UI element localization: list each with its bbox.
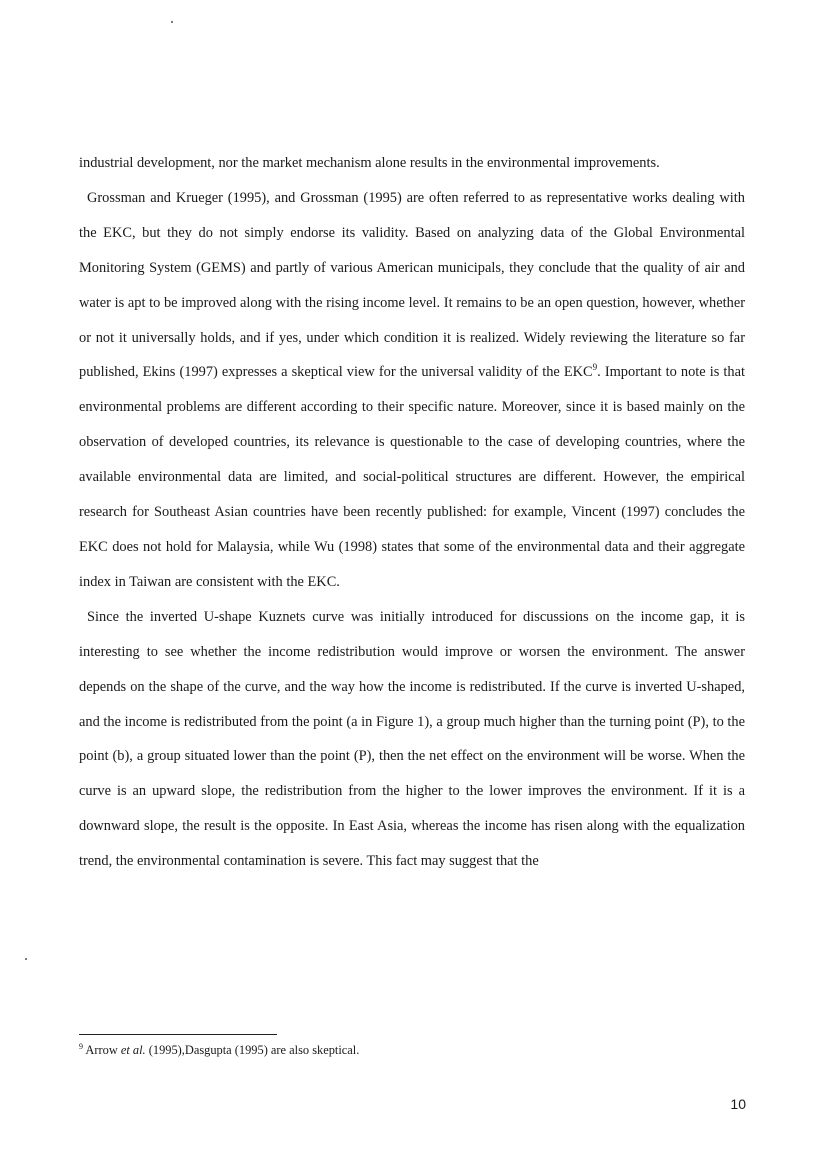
body-text bbox=[79, 146, 745, 879]
paragraph-text: . Important to note is that environmental problems are different according to their specific nature. Moreover, since it is based mainly on the observation of developed countries, its relevance is questionable to the case of developing countries, where the available environmental data are limited, and social-political structures are different. However, the empirical research for Southeast Asian countries have been recently published: for example, Vincent (1997) concludes the EKC does not hold for Malaysia, while Wu (1998) states that some of the environmental data and their aggregate index in Taiwan are consistent with the EKC. bbox=[79, 364, 745, 590]
footnote-italic: et al. bbox=[120, 1043, 146, 1057]
footnote-marker: 9 bbox=[79, 1041, 83, 1051]
paragraph-continuation bbox=[79, 146, 745, 181]
scan-speck bbox=[25, 958, 27, 960]
paragraph-text: Grossman and Krueger (1995), and Grossman (1995) are often referred to as representative works dealing with the EKC, but they do not simply endorse its validity. Based on analyzing data of the Global Environmental Monitoring System (GEMS) and partly of various American municipals, they conclude that the quality of air and water is apt to be improved along with the rising income level. It remains to be an open question, however, whether or not it universally holds, and if yes, under which condition it is realized. Widely reviewing the literature so far published, Ekins (1997) expresses a skeptical view for the universal validity of the EKC bbox=[79, 189, 745, 381]
paragraph-ekc-literature bbox=[79, 181, 745, 600]
footnote bbox=[79, 1042, 359, 1058]
footnote-text: Arrow bbox=[85, 1043, 121, 1057]
paragraph-text: industrial development, nor the market mechanism alone results in the environmental improvements. bbox=[79, 155, 660, 171]
footnote-separator bbox=[79, 1034, 277, 1035]
paragraph-income-redistribution bbox=[79, 600, 745, 879]
scan-speck bbox=[171, 21, 173, 23]
page-number: 10 bbox=[730, 1096, 746, 1112]
paragraph-text: Since the inverted U-shape Kuznets curve was initially introduced for discussions on the income gap, it is interesting to see whether the income redistribution would improve or worsen the environment. The answer depends on the shape of the curve, and the way how the income is redistributed. If the curve is inverted U-shaped, and the income is redistributed from the point (a in Figure 1), a group much higher than the turning point (P), to the point (b), a group situated lower than the point (P), then the net effect on the environment will be worse. When the curve is an upward slope, the redistribution from the higher to the lower improves the environment. If it is a downward slope, the result is the opposite. In East Asia, whereas the income has risen along with the equalization trend, the environmental contamination is severe. This fact may suggest that the bbox=[79, 608, 745, 870]
footnote-reference[interactable]: 9 bbox=[592, 362, 598, 373]
footnote-text: (1995),Dasgupta (1995) are also skeptical. bbox=[145, 1043, 360, 1057]
